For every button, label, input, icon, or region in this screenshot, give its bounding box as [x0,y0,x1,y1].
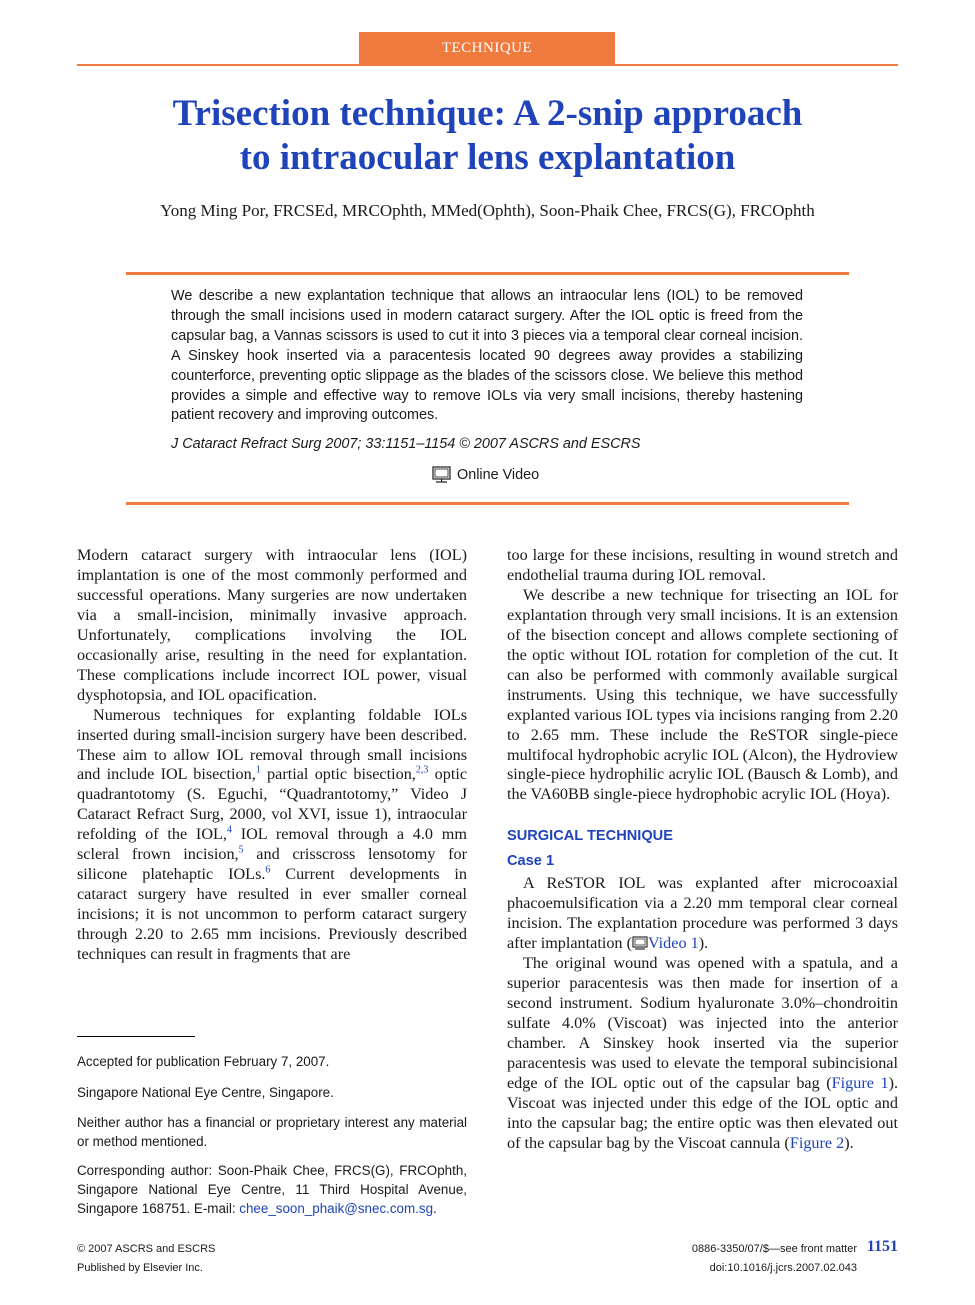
video-icon [432,466,451,483]
technique-overview-paragraph: We describe a new technique for trisecting an IOL for explantation through very small incisions. It is an extension of the bisection concept and allows complete sectioning of the optic without IOL rotation for completion of the cut. It can also be performed with commonly available surgical instruments. Using this technique, we have successfully explanted various IOL types via incisions ranging from 2.20 to 2.65 mm. These include the ReSTOR single-piece multifocal hydrophobic acrylic IOL (Alcon), the Hydroview single-piece hydrophilic acrylic IOL (Bausch & Lomb), and the VA60BB single-piece hydrophobic acrylic IOL (Hoya). [507,585,898,804]
title-line-2: to intraocular lens explantation [239,137,736,178]
body-column-left [77,546,467,965]
ref-5[interactable]: 5 [238,844,244,856]
intro-paragraph-1: Modern cataract surgery with intraocular lens (IOL) implantation is one of the most commonly performed and successful operations. Many surgeries are now undertaken via a small-incision, minimally invasive approach. Unfortunately, complications involving the IOL occasionally arise, resulting in the need for explantation. These complications include incorrect IOL power, visual dysphotopsia, and IOL opacification. [77,546,467,704]
doi-line: doi:10.1016/j.jcrs.2007.02.043 [709,1262,857,1274]
subsection-heading-case-1: Case 1 [507,853,555,870]
intro-paragraph-2: Numerous techniques for explanting foldable IOLs inserted during small-incision surgery have been described. These aim to allow IOL removal through small incisions and include IOL bisection,$^1$ partial optic bisection,$^{2,3}$ optic quadrantotomy (S. Eguchi, “Quadrantotomy,” Video J Cataract Refract Surg, 2000, vol XVI, issue 1), intraocular refolding of the IOL,$^4$ IOL removal through a 4.0 mm scleral frown incision,$^5$ and crisscross lensotomy for silicone platehaptic IOLs.$^6$ Current developments in cataract surgery have resulted in ever smaller corneal incisions; it is not uncommon to perform cataract surgery through 2.20 to 2.65 mm incisions. Previously described techniques can result in fragments that are [77,705,468,964]
case1-paragraph-2: The original wound was opened with a spatula, and a superior paracentesis was then made for insertion of a second instrument. Sodium hyaluronate 3.0%–chondroitin sulfate 4.0% (Viscoat) was injected into the anterior chamber. A Sinskey hook inserted via the superior paracentesis was used to elevate the temporal subincisional edge of the IOL optic out of the capsular bag (Figure 1). Viscoat was injected under this edge of the IOL optic and into the capsular bag; the entire optic was then elevated out of the capsular bag by the Viscoat cannula (Figure 2). [507,954,898,1152]
abstract-bottom-rule [126,502,849,505]
case1-paragraph-1: A ReSTOR IOL was explanted after microcoaxial phacoemulsification via a 2.20 mm temporal clear corneal incision. The explantation procedure was performed 3 days after implantation ( Video 1). [507,874,898,953]
publisher-line: Published by Elsevier Inc. [77,1262,203,1274]
abstract-top-rule [126,272,849,275]
ref-6[interactable]: 6 [265,864,271,876]
figure-1-link[interactable]: Figure 1 [831,1073,889,1092]
continued-paragraph: too large for these incisions, resulting in wound stretch and endothelial trauma during IOL removal. [507,546,898,584]
ref-2-3[interactable]: 2,3 [415,765,429,777]
journal-citation: J Cataract Refract Surg 2007; 33:1151–1154 © 2007 ASCRS and ESCRS [171,436,641,452]
abstract-text: We describe a new explantation technique that allows an intraocular lens (IOL) to be removed through the small incisions used in modern cataract surgery. After the IOL optic is freed from the capsular bag, a Vannas scissors is used to cut it into 3 pieces via a temporal clear corneal incision. A Sinskey hook inserted via a paracentesis located 90 degrees away provides a stabilizing counterforce, preventing optic slippage as the blades of the scissors close. We believe this method provides a simple and effective way to remove IOLs via very small incisions, thereby hastening patient recovery and improving outcomes. [171,288,803,424]
copyright-line: © 2007 ASCRS and ESCRS [77,1243,216,1255]
page-number: 1151 [866,1238,898,1255]
corresponding-email-link[interactable]: chee_soon_phaik@snec.com.sg [239,1201,434,1217]
video-icon [632,936,648,950]
footnote-affiliation: Singapore National Eye Centre, Singapore. [77,1085,334,1100]
author-list: Yong Ming Por, FRCSEd, MRCOphth, MMed(Ophth), Soon-Phaik Chee, FRCS(G), FRCOphth [160,201,815,220]
issn-line: 0886-3350/07/$—see front matter [691,1243,857,1255]
section-heading-surgical-technique: SURGICAL TECHNIQUE [507,828,673,845]
body-column-right [507,546,898,1154]
title-line-1: Trisection technique: A 2-snip approach [172,93,803,134]
figure-2-link[interactable]: Figure 2 [789,1133,845,1152]
ref-4[interactable]: 4 [226,824,232,836]
article-title [100,92,875,180]
section-tag: TECHNIQUE [359,32,615,65]
online-video-label: Online Video [457,466,540,483]
video-1-link[interactable]: Video 1 [647,934,699,953]
footnote-accepted: Accepted for publication February 7, 2007. [77,1054,330,1069]
footnote-corresponding: Corresponding author: Soon-Phaik Chee, FRCS(G), FRCOphth, Singapore National Eye Centre, 11 Third Hospital Avenue, Singapore 168751. E-mail: chee_soon_phaik@snec.com.sg. [77,1163,467,1217]
ref-1[interactable]: 1 [255,765,261,777]
footnote-divider [77,1036,195,1037]
online-video-link[interactable] [432,466,539,483]
footnote-disclosure: Neither author has a financial or proprietary interest any material or method mentioned. [77,1115,467,1150]
